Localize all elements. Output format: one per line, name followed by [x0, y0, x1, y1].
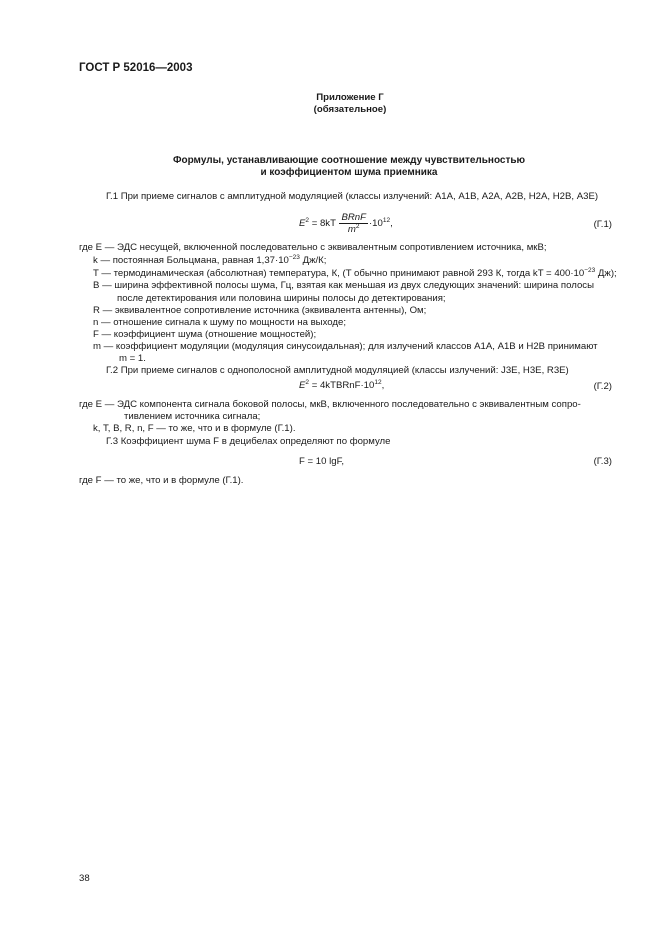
formula-g2-square: 2 — [305, 379, 310, 386]
formula-g1-exp: 12 — [382, 217, 391, 225]
formula-g2-rest: = 4kTBRnF·10 — [309, 380, 375, 391]
formula-g1-end: , — [390, 218, 393, 230]
g3-intro: Г.3 Коэффициент шума F в децибелах определяют по формуле — [106, 436, 391, 447]
g1-f-line: F — коэффициент шума (отношение мощностей); — [93, 329, 317, 340]
formula-g3: F = 10 lgF, — [299, 456, 345, 467]
g1-n-line: n — отношение сигнала к шуму по мощности на выходе; — [93, 317, 346, 328]
document-id: ГОСТ Р 52016—2003 — [79, 62, 193, 74]
formula-g2-end: , — [381, 380, 385, 391]
formula-g1-number: (Г.1) — [593, 219, 612, 230]
formula-g1-fraction — [339, 212, 368, 235]
formula-g1-lhs: E — [299, 218, 306, 230]
formula-g2 — [299, 380, 384, 393]
g2-where-line2: тивлением источника сигнала; — [124, 411, 261, 422]
formula-g1-tail: ·10 — [368, 218, 383, 230]
g2-intro: Г.2 При приеме сигналов с однополосной амплитудной модуляцией (классы излучений: J3E, H3E, R3E) — [106, 365, 569, 376]
g1-r-line: R — эквивалентное сопротивление источника (эквивалента антенны), Ом; — [93, 305, 427, 316]
g1-k-exp: −23 — [288, 254, 300, 261]
formula-g2-lhs: E — [299, 380, 306, 391]
appendix-title: Приложение Г — [316, 92, 384, 103]
g1-m-line1: m — коэффициент модуляции (модуляция синусоидальная); для излучений классов А1А, А1В и Н2В принимают — [93, 341, 598, 352]
appendix-status: (обязательное) — [313, 104, 387, 115]
g1-t-unit: Дж); — [595, 268, 617, 279]
section-title-line2: и коэффициентом шума приемника — [260, 167, 438, 178]
g1-intro: Г.1 При приеме сигналов с амплитудной модуляцией (классы излучений: А1А, А1В, А2А, А2В, Н2А, Н2В, А3Е) — [106, 191, 599, 202]
g1-m-line2: m = 1. — [119, 353, 146, 364]
formula-g3-number: (Г.3) — [593, 456, 612, 467]
g1-b-line1: B — ширина эффективной полосы шума, Гц, взятая как меньшая из двух следующих значений: ширина полосы — [93, 280, 594, 291]
g1-where-e: где E — ЭДС несущей, включенной последовательно с эквивалентным сопротивлением источника, мкВ; — [79, 242, 547, 253]
g1-k-line — [93, 255, 326, 268]
formula-g2-number: (Г.2) — [593, 381, 612, 392]
g1-t-text: T — термодинамическая (абсолютная) температура, К, (T обычно принимают равной 293 К, тогда kT = 400·10 — [93, 268, 585, 279]
g2-vars-line: k, T, B, R, n, F — то же, что и в формуле (Г.1). — [93, 423, 296, 434]
formula-g2-exp: 12 — [374, 379, 382, 386]
g2-where-line1: где E — ЭДС компонента сигнала боковой полосы, мкВ, включенного последовательно с эквивалентным сопро- — [79, 399, 581, 410]
g1-k-text: k — постоянная Больцмана, равная 1,37·10 — [93, 255, 289, 266]
g3-where-line: где F — то же, что и в формуле (Г.1). — [79, 475, 244, 486]
formula-g1-square: 2 — [305, 217, 310, 225]
formula-g1-eq: = 8kT — [309, 218, 339, 230]
g1-k-unit: Дж/К; — [299, 255, 327, 266]
formula-g1-denominator: m — [347, 224, 356, 235]
page-number: 38 — [79, 873, 90, 884]
formula-g1-numerator: BRnF — [341, 212, 366, 223]
formula-g1-den-square: 2 — [355, 223, 360, 230]
g1-b-line2: после детектирования или половина ширины полосы до детектирования; — [117, 293, 446, 304]
g1-t-exp: −23 — [584, 267, 596, 274]
section-title-line1: Формулы, устанавливающие соотношение между чувствительностью — [172, 155, 526, 166]
formula-g1 — [299, 212, 393, 235]
g1-t-line — [93, 268, 617, 281]
